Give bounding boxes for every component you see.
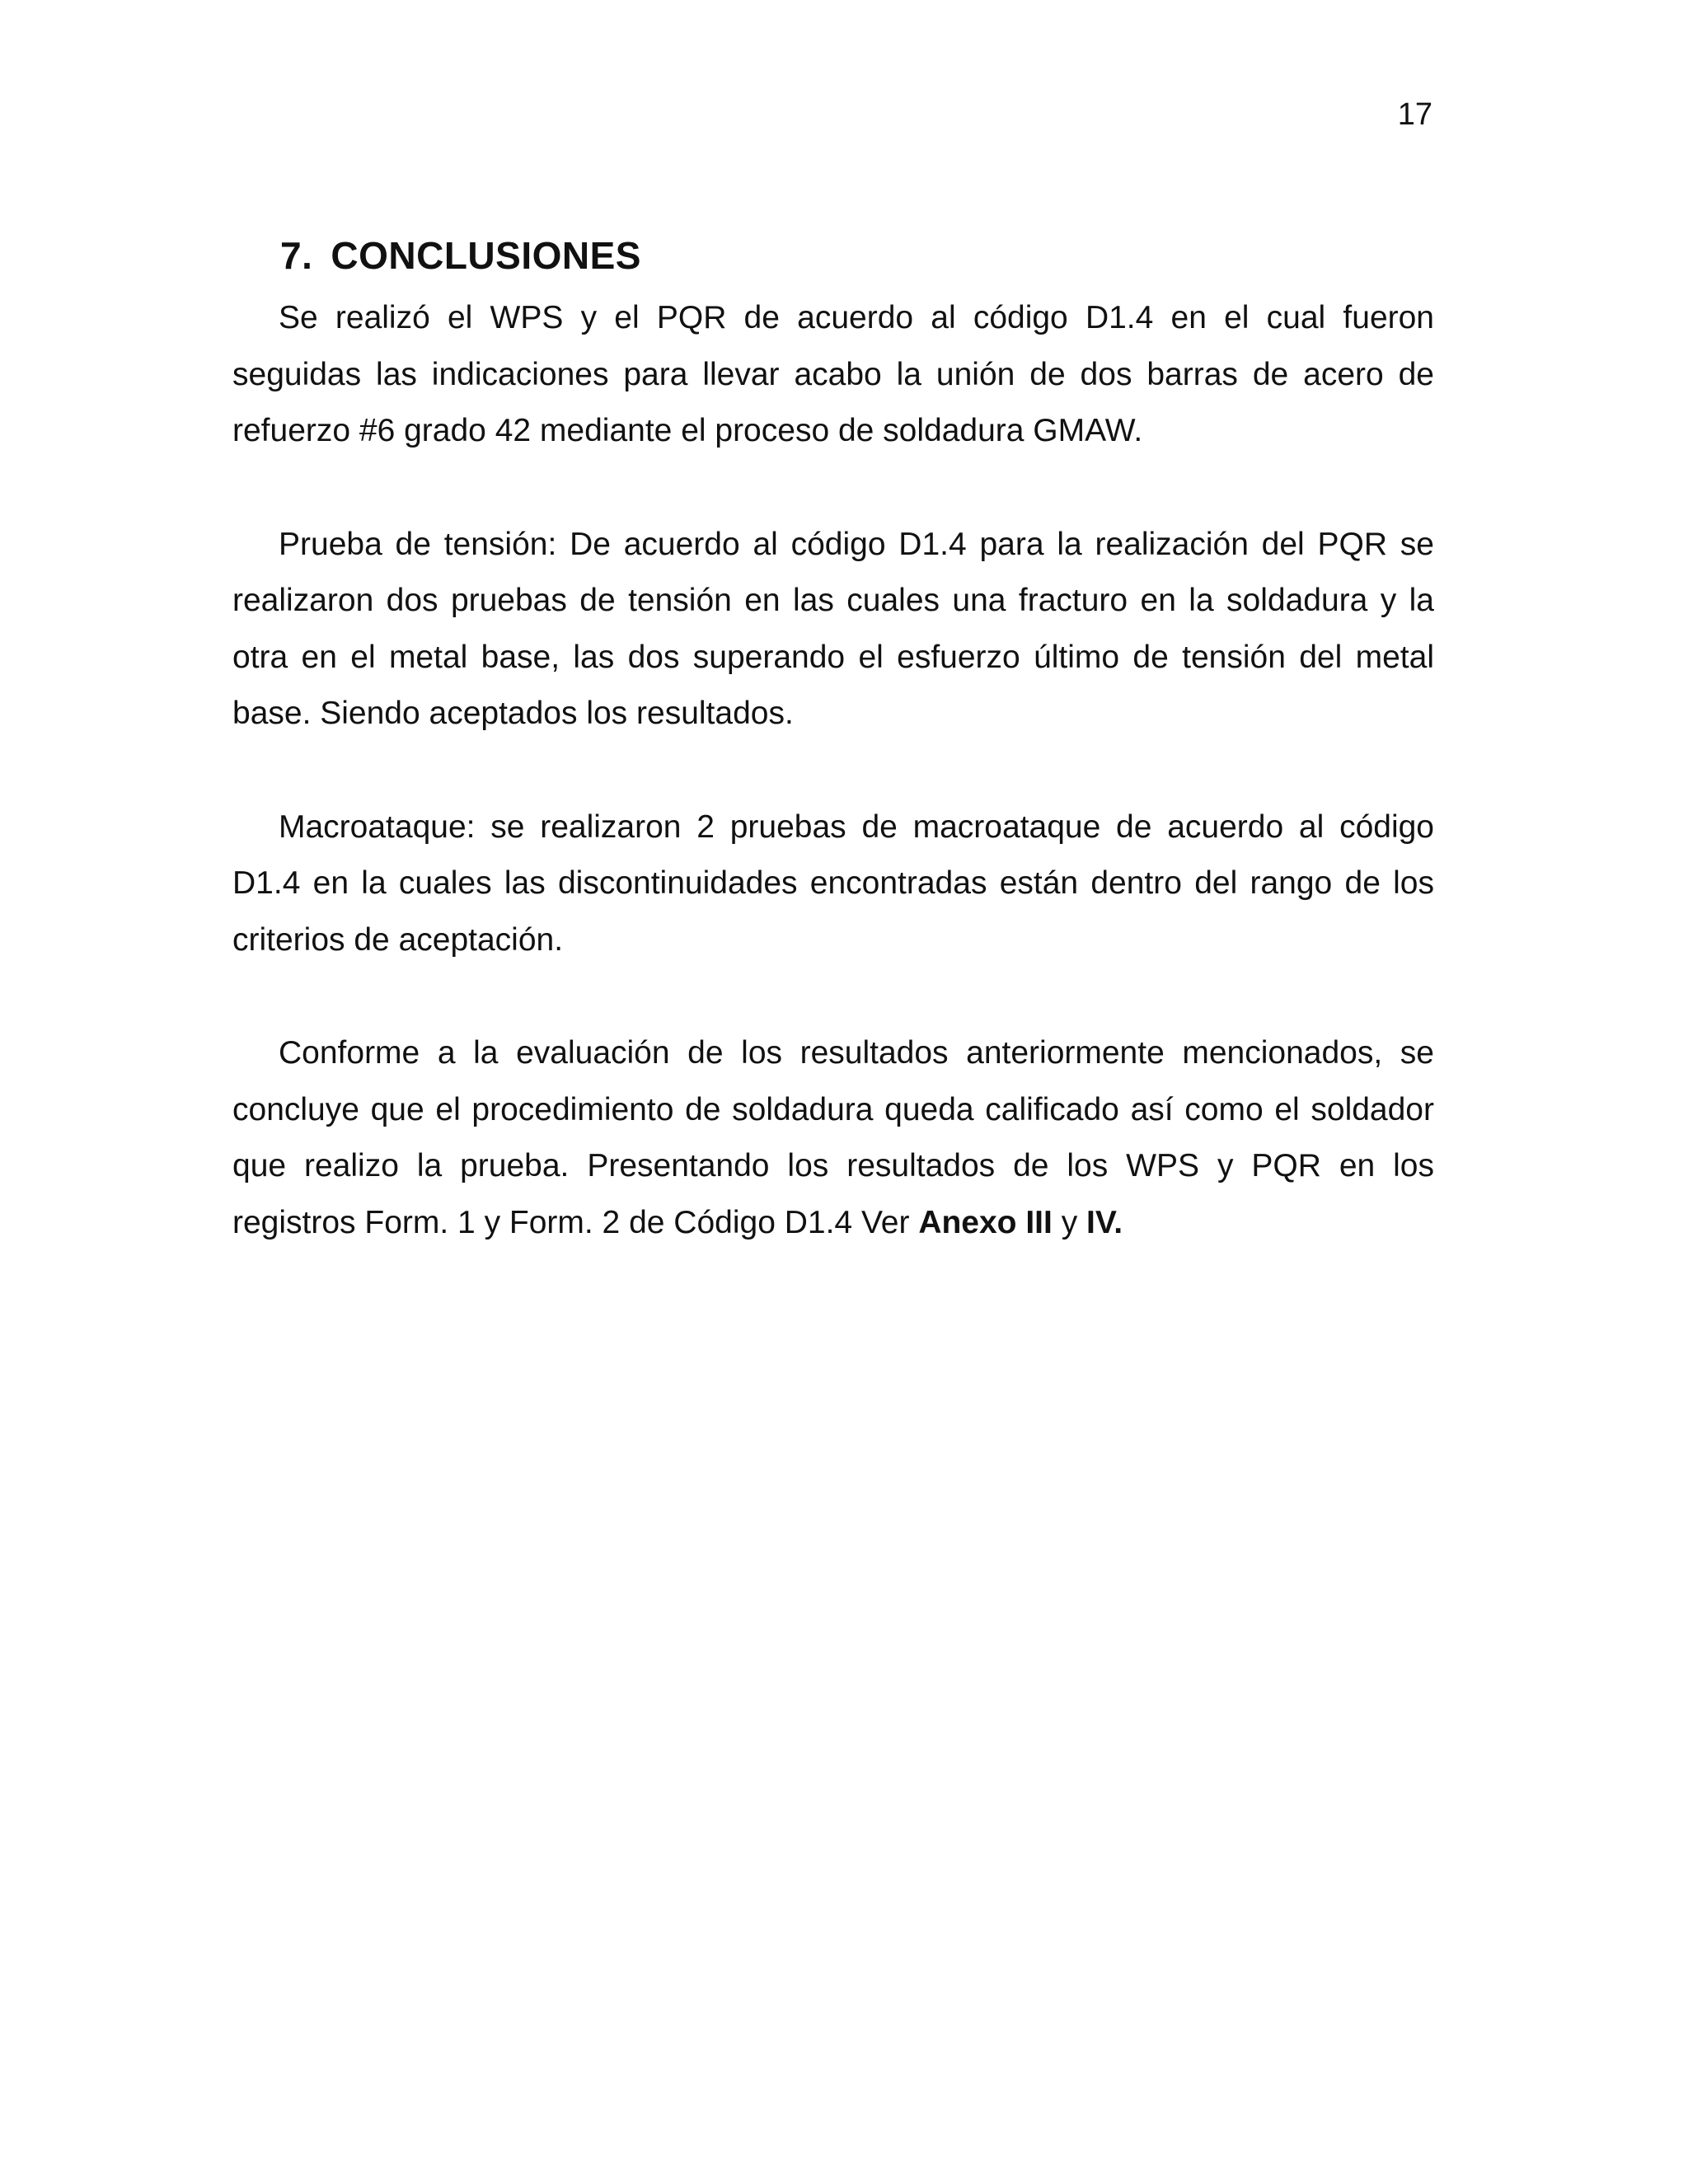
annex-connector: y xyxy=(1052,1204,1087,1240)
paragraph-tension-test: Prueba de tensión: De acuerdo al código D1.4 para la realización del PQR se realizaron dos pruebas de tensión en las cuales una fracturo en la soldadura y la otra en el metal base, las dos superando el esfuerzo último de tensión del metal base. Siendo aceptados los resultados. xyxy=(232,526,1434,731)
section-heading xyxy=(280,231,1434,280)
paragraph-conclusion-text: Conforme a la evaluación de los resultados anteriormente mencionados, se concluye que el procedimiento de soldadura queda calificado así como el soldador que realizo la prueba. Presentando los resultados de los WPS y PQR en los registros Form. 1 y Form. 2 de Código D1.4 Ver xyxy=(232,1035,1434,1240)
page-number: 17 xyxy=(1397,97,1432,132)
paragraph-macroetch: Macroataque: se realizaron 2 pruebas de macroataque de acuerdo al código D1.4 en la cuales las discontinuidades encontradas están dentro del rango de los criterios de aceptación. xyxy=(232,808,1434,958)
annex-reference-iii: Anexo III xyxy=(918,1204,1053,1240)
page-content xyxy=(232,231,1434,1308)
paragraph-wps-pqr: Se realizó el WPS y el PQR de acuerdo al código D1.4 en el cual fueron seguidas las indicaciones para llevar acabo la unión de dos barras de acero de refuerzo #6 grado 42 mediante el proceso de soldadura GMAW. xyxy=(232,300,1434,448)
section-title: CONCLUSIONES xyxy=(331,234,641,277)
paragraph-conclusion xyxy=(232,1025,1434,1251)
section-number: 7. xyxy=(280,234,313,277)
annex-reference-iv: IV. xyxy=(1086,1204,1123,1240)
